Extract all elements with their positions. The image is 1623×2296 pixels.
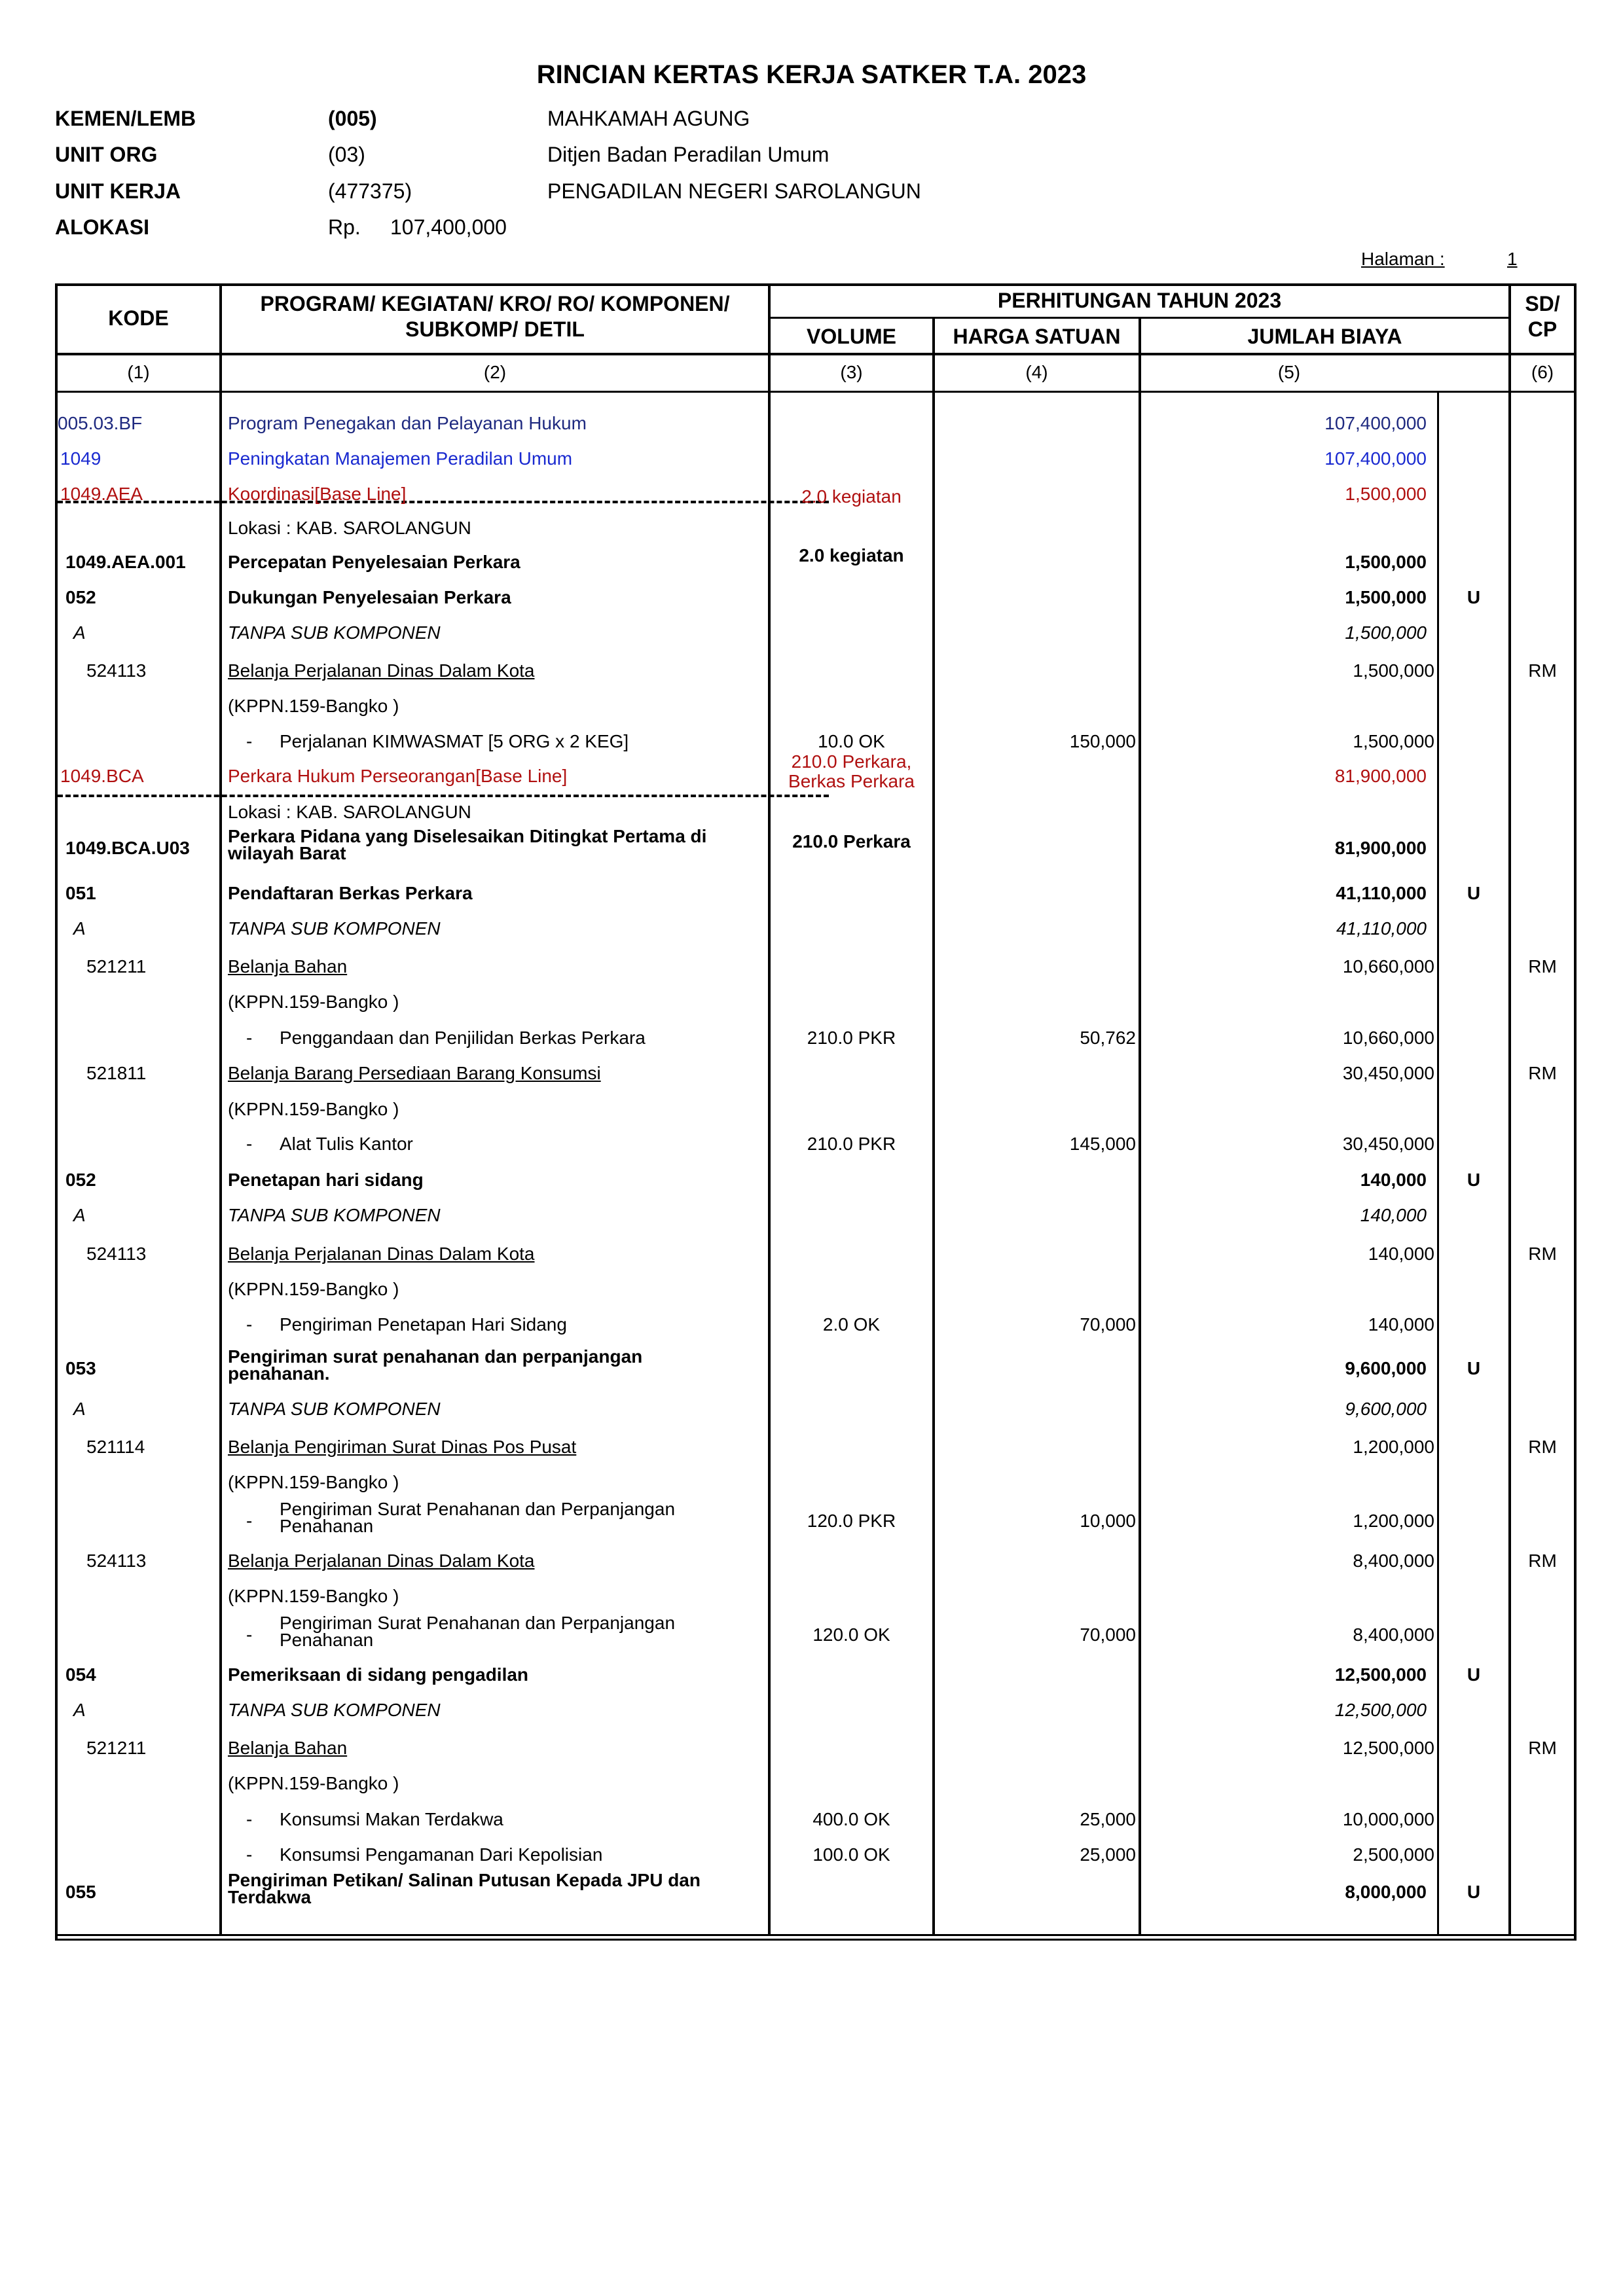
col-number-5: (5) (1277, 362, 1301, 382)
row-description: Konsumsi Pengamanan Dari Kepolisian (280, 1844, 603, 1865)
row-description: Perjalanan KIMWASMAT [5 ORG x 2 KEG] (280, 731, 629, 751)
location-separator (58, 795, 829, 797)
col-perhitungan-header: PERHITUNGAN TAHUN 2023 (997, 289, 1282, 312)
row-kode: 051 (65, 883, 96, 903)
row-jumlah-biaya: 2,500,000 (1353, 1844, 1434, 1865)
row-jumlah-biaya: 1,500,000 (1345, 587, 1427, 607)
row-description: Dukungan Penyelesaian Perkara (228, 587, 511, 607)
row-volume: 2.0 kegiatan (799, 545, 904, 565)
detail-bullet: - (246, 1314, 253, 1335)
col-number-3: (3) (840, 362, 863, 382)
row-description: Belanja Perjalanan Dinas Dalam Kota (228, 1551, 535, 1571)
row-volume: 120.0 PKR (807, 1511, 896, 1531)
row-description: Percepatan Penyelesaian Perkara (228, 552, 520, 572)
row-description-cont: Penahanan (280, 1630, 374, 1650)
row-volume-cont: Berkas Perkara (788, 771, 915, 791)
row-kode: 052 (65, 587, 96, 607)
col-sdcp-header-2: CP (1527, 317, 1558, 341)
row-kode: 1049.AEA (60, 484, 143, 504)
detail-bullet: - (246, 1624, 253, 1645)
detail-bullet: - (246, 1028, 253, 1048)
unit-org-code: (03) (328, 143, 365, 166)
row-description: Belanja Perjalanan Dinas Dalam Kota (228, 660, 535, 681)
row-kode: 005.03.BF (58, 413, 143, 433)
row-flag: U (1467, 1358, 1481, 1378)
row-description: TANPA SUB KOMPONEN (228, 1399, 441, 1419)
col-line-3 (932, 317, 935, 1936)
table-border-top (55, 283, 1576, 286)
table-border-bottom-double (55, 1939, 1576, 1941)
row-flag: U (1467, 1170, 1481, 1190)
row-flag: U (1467, 883, 1481, 903)
row-kode: 524113 (86, 660, 147, 681)
row-description: Belanja Bahan (228, 956, 348, 977)
row-jumlah-biaya: 41,110,000 (1336, 883, 1427, 903)
row-volume: 2.0 kegiatan (801, 486, 902, 507)
alokasi-currency: Rp. (328, 215, 361, 239)
col-number-4: (4) (1025, 362, 1048, 382)
detail-bullet: - (246, 1809, 253, 1829)
row-description: Pengiriman surat penahanan dan perpanjangan (228, 1346, 643, 1367)
alokasi-amount: 107,400,000 (390, 215, 507, 239)
row-jumlah-biaya: 1,500,000 (1353, 660, 1434, 681)
row-description-cont: Terdakwa (228, 1887, 312, 1907)
row-harga-satuan: 150,000 (1069, 731, 1136, 751)
row-harga-satuan: 70,000 (1080, 1624, 1136, 1645)
row-description: Pengiriman Surat Penahanan dan Perpanjangan (280, 1499, 676, 1519)
kemen-value: MAHKAMAH AGUNG (547, 107, 750, 130)
row-volume: 10.0 OK (818, 731, 885, 751)
row-description: TANPA SUB KOMPONEN (228, 622, 441, 643)
row-description: Alat Tulis Kantor (280, 1134, 413, 1154)
row-jumlah-biaya: 10,000,000 (1342, 1809, 1434, 1829)
col-number-1: (1) (127, 362, 150, 382)
col-line-5 (1437, 391, 1439, 1936)
row-description: (KPPN.159-Bangko ) (228, 1472, 399, 1492)
row-jumlah-biaya: 1,500,000 (1345, 552, 1427, 572)
row-description: Belanja Perjalanan Dinas Dalam Kota (228, 1244, 535, 1264)
row-kode: 1049.AEA.001 (65, 552, 186, 572)
row-description: Koordinasi[Base Line] (228, 484, 407, 504)
row-description: (KPPN.159-Bangko ) (228, 1099, 399, 1119)
row-kode: A (73, 1399, 86, 1419)
row-jumlah-biaya: 8,400,000 (1353, 1551, 1434, 1571)
col-number-6: (6) (1531, 362, 1554, 382)
row-kode: 521811 (86, 1063, 147, 1083)
row-jumlah-biaya: 30,450,000 (1342, 1063, 1434, 1083)
row-kode: 524113 (86, 1244, 147, 1264)
row-jumlah-biaya: 107,400,000 (1324, 413, 1427, 433)
col-volume-header: VOLUME (807, 325, 896, 348)
row-jumlah-biaya: 81,900,000 (1334, 838, 1427, 858)
row-jumlah-biaya: 8,400,000 (1353, 1624, 1434, 1645)
row-description: Belanja Pengiriman Surat Dinas Pos Pusat (228, 1437, 577, 1457)
row-description: Pengiriman Surat Penahanan dan Perpanjangan (280, 1613, 676, 1633)
row-flag: U (1467, 587, 1481, 607)
row-description: (KPPN.159-Bangko ) (228, 992, 399, 1012)
row-jumlah-biaya: 9,600,000 (1345, 1358, 1427, 1378)
alokasi-label: ALOKASI (55, 215, 149, 239)
row-description: Pengiriman Penetapan Hari Sidang (280, 1314, 567, 1335)
row-sdcp: RM (1528, 1063, 1557, 1083)
row-description: Konsumsi Makan Terdakwa (280, 1809, 503, 1829)
row-kode: 521114 (86, 1437, 145, 1457)
row-harga-satuan: 10,000 (1080, 1511, 1136, 1531)
row-description-cont: wilayah Barat (228, 843, 346, 863)
row-volume: 210.0 PKR (807, 1134, 896, 1154)
row-description: Perkara Hukum Perseorangan[Base Line] (228, 766, 568, 786)
row-description: Pendaftaran Berkas Perkara (228, 883, 473, 903)
row-jumlah-biaya: 140,000 (1368, 1314, 1434, 1335)
row-jumlah-biaya: 10,660,000 (1342, 1028, 1434, 1048)
row-description: Lokasi : KAB. SAROLANGUN (228, 518, 471, 538)
row-kode: A (73, 1205, 86, 1225)
row-description-cont: Penahanan (280, 1516, 374, 1536)
col-sdcp-header-1: SD/ (1525, 292, 1560, 315)
row-jumlah-biaya: 12,500,000 (1342, 1738, 1434, 1758)
budget-table (55, 283, 1576, 1941)
col-program-header-2: SUBKOMP/ DETIL (405, 317, 585, 341)
row-jumlah-biaya: 1,500,000 (1345, 484, 1427, 504)
row-jumlah-biaya: 1,200,000 (1353, 1437, 1434, 1457)
row-flag: U (1467, 1882, 1481, 1902)
row-jumlah-biaya: 140,000 (1360, 1170, 1427, 1190)
row-description: Belanja Barang Persediaan Barang Konsumsi (228, 1063, 601, 1083)
row-volume: 400.0 OK (812, 1809, 890, 1829)
row-kode: 524113 (86, 1551, 147, 1571)
row-jumlah-biaya: 1,200,000 (1353, 1511, 1434, 1531)
column-number-divider (55, 391, 1576, 393)
row-jumlah-biaya: 1,500,000 (1345, 622, 1427, 643)
row-jumlah-biaya: 12,500,000 (1334, 1700, 1427, 1720)
row-description: Belanja Bahan (228, 1738, 348, 1758)
col-jumlah-header: JUMLAH BIAYA (1247, 325, 1402, 348)
row-volume: 210.0 PKR (807, 1028, 896, 1048)
row-jumlah-biaya: 10,660,000 (1342, 956, 1434, 977)
row-jumlah-biaya: 81,900,000 (1334, 766, 1427, 786)
unit-kerja-code: (477375) (328, 179, 412, 203)
row-jumlah-biaya: 8,000,000 (1345, 1882, 1427, 1902)
row-jumlah-biaya: 9,600,000 (1345, 1399, 1427, 1419)
row-sdcp: RM (1528, 1738, 1557, 1758)
row-description: Program Penegakan dan Pelayanan Hukum (228, 413, 587, 433)
detail-bullet: - (246, 1511, 253, 1531)
unit-kerja-label: UNIT KERJA (55, 179, 181, 203)
row-jumlah-biaya: 140,000 (1368, 1244, 1434, 1264)
row-kode: A (73, 1700, 86, 1720)
page-title: RINCIAN KERTAS KERJA SATKER T.A. 2023 (536, 60, 1087, 89)
row-harga-satuan: 25,000 (1080, 1809, 1136, 1829)
row-sdcp: RM (1528, 1551, 1557, 1571)
kemen-label: KEMEN/LEMB (55, 107, 196, 130)
row-description: TANPA SUB KOMPONEN (228, 1205, 441, 1225)
unit-kerja-value: PENGADILAN NEGERI SAROLANGUN (547, 179, 921, 203)
row-description: Penetapan hari sidang (228, 1170, 424, 1190)
unit-org-label: UNIT ORG (55, 143, 158, 166)
table-border-bottom (55, 1934, 1576, 1936)
col-line-1 (219, 283, 222, 1936)
col-line-2 (768, 283, 771, 1936)
row-description: Pengiriman Petikan/ Salinan Putusan Kepada JPU dan (228, 1870, 701, 1890)
detail-bullet: - (246, 1134, 253, 1154)
page-number: 1 (1507, 249, 1518, 269)
row-description: TANPA SUB KOMPONEN (228, 1700, 441, 1720)
header-divider (55, 353, 1576, 355)
row-sdcp: RM (1528, 956, 1557, 977)
row-kode: 1049.BCA.U03 (65, 838, 190, 858)
row-volume: 210.0 Perkara, (791, 751, 912, 772)
row-harga-satuan: 25,000 (1080, 1844, 1136, 1865)
row-description: (KPPN.159-Bangko ) (228, 1279, 399, 1299)
row-sdcp: RM (1528, 1437, 1557, 1457)
table-border-left (55, 283, 58, 1941)
row-description: Perkara Pidana yang Diselesaikan Ditingkat Pertama di (228, 826, 707, 846)
row-jumlah-biaya: 41,110,000 (1336, 918, 1427, 939)
row-flag: U (1467, 1664, 1481, 1685)
row-jumlah-biaya: 140,000 (1360, 1205, 1427, 1225)
row-description: Peningkatan Manajemen Peradilan Umum (228, 448, 573, 469)
row-harga-satuan: 50,762 (1080, 1028, 1136, 1048)
location-separator (58, 501, 829, 503)
row-volume: 100.0 OK (812, 1844, 890, 1865)
row-kode: A (73, 622, 86, 643)
row-sdcp: RM (1528, 1244, 1557, 1264)
row-kode: A (73, 918, 86, 939)
table-border-right (1574, 283, 1577, 1941)
col-line-6 (1508, 283, 1511, 1936)
row-description: (KPPN.159-Bangko ) (228, 1773, 399, 1793)
row-description: TANPA SUB KOMPONEN (228, 918, 441, 939)
detail-bullet: - (246, 731, 253, 751)
row-kode: 052 (65, 1170, 96, 1190)
row-volume: 120.0 OK (812, 1624, 890, 1645)
col-number-2: (2) (483, 362, 507, 382)
row-kode: 1049 (60, 448, 101, 469)
row-kode: 054 (65, 1664, 96, 1685)
row-harga-satuan: 145,000 (1069, 1134, 1136, 1154)
row-jumlah-biaya: 12,500,000 (1334, 1664, 1427, 1685)
row-kode: 053 (65, 1358, 96, 1378)
row-volume: 210.0 Perkara (792, 831, 911, 852)
col-program-header-1: PROGRAM/ KEGIATAN/ KRO/ RO/ KOMPONEN/ (260, 292, 730, 315)
col-harga-header: HARGA SATUAN (953, 325, 1121, 348)
unit-org-value: Ditjen Badan Peradilan Umum (547, 143, 830, 166)
row-kode: 055 (65, 1882, 96, 1902)
row-jumlah-biaya: 107,400,000 (1324, 448, 1427, 469)
page-label: Halaman : (1361, 249, 1445, 269)
detail-bullet: - (246, 1844, 253, 1865)
row-description: Lokasi : KAB. SAROLANGUN (228, 802, 471, 822)
row-description: Penggandaan dan Penjilidan Berkas Perkara (280, 1028, 646, 1048)
kemen-code: (005) (328, 107, 377, 130)
row-sdcp: RM (1528, 660, 1557, 681)
row-volume: 2.0 OK (822, 1314, 881, 1335)
row-kode: 1049.BCA (60, 766, 144, 786)
row-harga-satuan: 70,000 (1080, 1314, 1136, 1335)
row-description: Pemeriksaan di sidang pengadilan (228, 1664, 529, 1685)
row-description: (KPPN.159-Bangko ) (228, 696, 399, 716)
row-kode: 521211 (86, 1738, 147, 1758)
row-description: (KPPN.159-Bangko ) (228, 1586, 399, 1606)
col-kode-header: KODE (108, 306, 169, 330)
row-kode: 521211 (86, 956, 147, 977)
row-description-cont: penahanan. (228, 1363, 330, 1384)
row-jumlah-biaya: 30,450,000 (1342, 1134, 1434, 1154)
row-jumlah-biaya: 1,500,000 (1353, 731, 1434, 751)
